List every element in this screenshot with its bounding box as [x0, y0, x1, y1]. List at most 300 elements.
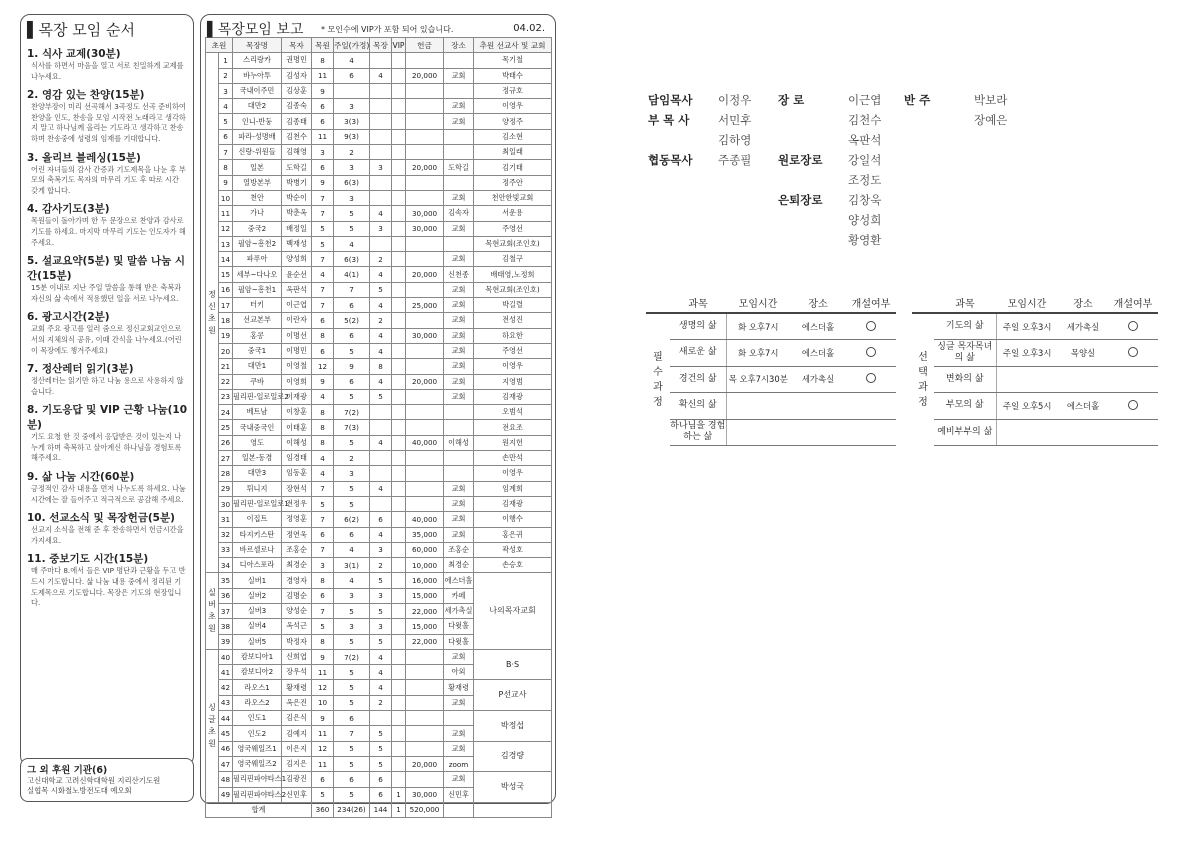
report-cell [392, 359, 406, 374]
report-cell: 60,000 [406, 542, 444, 557]
report-cell: 손승호 [474, 558, 552, 573]
report-cell: 13 [219, 236, 233, 251]
section-title: 4. 감사기도(3분) [27, 203, 110, 216]
support-missionary: P선교사 [474, 680, 552, 711]
report-cell: 11 [219, 206, 233, 221]
report-cell: 베트남 [233, 405, 282, 420]
report-cell: 38 [219, 619, 233, 634]
report-cell [406, 282, 444, 297]
report-cell: 정연욱 [282, 527, 312, 542]
report-cell: 실버2 [233, 588, 282, 603]
report-row [206, 527, 552, 542]
report-cell: 교회 [444, 298, 474, 313]
report-cell: 국내이주민 [233, 83, 282, 98]
total-sunday: 234(26) [334, 802, 370, 817]
report-cell: 조홍순 [282, 542, 312, 557]
report-cell: 박병기 [282, 175, 312, 190]
report-row [206, 481, 552, 496]
report-cell [392, 53, 406, 68]
course-row [912, 313, 1158, 340]
report-cell: 7 [312, 190, 334, 205]
report-cell: 이영희 [282, 374, 312, 389]
report-row [206, 466, 552, 481]
report-cell [392, 267, 406, 282]
report-cell: 터키 [233, 298, 282, 313]
report-cell: 정영훈 [282, 512, 312, 527]
report-row [206, 420, 552, 435]
report-cell: 김기태 [474, 160, 552, 175]
report-cell: 세부~다나오 [233, 267, 282, 282]
report-cell [444, 802, 474, 817]
course-place: 에스더홀 [1058, 393, 1108, 420]
staff-group [778, 150, 881, 190]
report-cell: 14 [219, 252, 233, 267]
report-cell: 도학길 [282, 160, 312, 175]
course-place: 목양실 [1058, 340, 1108, 367]
course-col-header: 장소 [790, 292, 846, 313]
report-cell: 2 [370, 695, 392, 710]
staff-name: 김천수 [848, 113, 882, 127]
course-row [912, 366, 1158, 393]
report-cell: 44 [219, 711, 233, 726]
report-cell: 하요한 [474, 328, 552, 343]
report-cell: 7 [334, 726, 370, 741]
report-cell [370, 83, 392, 98]
title-bar-icon: ▌ [27, 21, 39, 39]
report-cell: 박태수 [474, 68, 552, 83]
report-cell [392, 772, 406, 787]
course-open-cell [846, 393, 896, 420]
report-cell: 대만1 [233, 359, 282, 374]
report-cell [392, 527, 406, 542]
report-cell: 5 [334, 634, 370, 649]
report-cell [392, 206, 406, 221]
report-cell: 45 [219, 726, 233, 741]
report-cell: 49 [219, 787, 233, 802]
report-table [205, 37, 552, 818]
section-text: 어린 자녀들의 감사 간증과 기도제목을 나눈 후 부모의 축복기도 목자의 마무리 기도 후 따로 시간 갖게 합니다. [31, 164, 186, 195]
course-name: 기도의 삶 [934, 313, 996, 340]
report-cell: 9 [312, 83, 334, 98]
report-cell [370, 175, 392, 190]
report-cell: 5 [334, 435, 370, 450]
course-row [912, 393, 1158, 420]
report-col-header: 목장명 [233, 38, 282, 53]
report-cell: 11 [312, 726, 334, 741]
course-open-cell [846, 419, 896, 446]
course-row [912, 340, 1158, 367]
report-cell: 4 [312, 451, 334, 466]
report-col-header: 주일(가정) [334, 38, 370, 53]
report-row [206, 114, 552, 129]
report-cell: 10 [312, 695, 334, 710]
report-cell: 4 [370, 68, 392, 83]
staff-group [648, 150, 751, 170]
report-cell [406, 772, 444, 787]
course-name: 확신의 삶 [670, 393, 726, 420]
report-cell: 손만석 [474, 451, 552, 466]
report-cell: 이근엽 [282, 298, 312, 313]
section-title: 3. 올리브 블레싱(15분) [27, 151, 141, 164]
report-cell: 교회 [444, 496, 474, 511]
report-cell: 세가촉실 [444, 603, 474, 618]
report-cell: 7 [312, 282, 334, 297]
report-cell: 8 [219, 160, 233, 175]
course-row [646, 393, 896, 420]
report-cell: 9 [219, 175, 233, 190]
course-time: 주일 오후3시 [996, 340, 1058, 367]
report-cell: 교회 [444, 221, 474, 236]
report-cell: 30 [219, 496, 233, 511]
course-place: 에스더홀 [790, 340, 846, 367]
report-cell: 20 [219, 343, 233, 358]
report-cell: 임경태 [282, 451, 312, 466]
report-cell: 이란자 [282, 313, 312, 328]
report-cell: 7 [312, 252, 334, 267]
report-row [206, 558, 552, 573]
report-note: * 모인수에 VIP가 포함 되어 있습니다. [321, 25, 454, 34]
course-open-cell [846, 313, 896, 340]
report-cell: 박순이 [282, 190, 312, 205]
report-cell [406, 83, 444, 98]
report-cell: 3(1) [334, 558, 370, 573]
report-cell: 최경순 [282, 558, 312, 573]
report-cell [392, 680, 406, 695]
report-cell: 이재광 [282, 389, 312, 404]
course-row [912, 419, 1158, 446]
report-cell: 영국웨일즈1 [233, 741, 282, 756]
report-cell [406, 175, 444, 190]
report-cell: 원지헌 [474, 435, 552, 450]
report-col-header: 장소 [444, 38, 474, 53]
report-cell: 스리랑카 [233, 53, 282, 68]
staff-title: 원로장로 [778, 153, 823, 167]
report-cell [392, 481, 406, 496]
report-cell: 도학길 [444, 160, 474, 175]
support-line-2: 실협목 시화철노방전도대 예오회 [27, 786, 132, 795]
report-cell: 필암~흥천2 [233, 236, 282, 251]
report-cell: 타지키스탄 [233, 527, 282, 542]
report-cell [406, 695, 444, 710]
report-cell: 17 [219, 298, 233, 313]
course-header-blank [912, 292, 934, 313]
report-cell: 2 [370, 252, 392, 267]
report-cell [392, 634, 406, 649]
report-cell: 김은식 [282, 711, 312, 726]
total-offering: 520,000 [406, 802, 444, 817]
report-cell: 11 [312, 756, 334, 771]
staff-names [848, 190, 881, 250]
report-cell: 22,000 [406, 603, 444, 618]
report-cell: 11 [312, 129, 334, 144]
report-row [206, 267, 552, 282]
report-cell: 5 [370, 603, 392, 618]
report-cell: 6(2) [334, 512, 370, 527]
report-cell: 천안 [233, 190, 282, 205]
total-members: 360 [312, 802, 334, 817]
report-cell: 이영우 [474, 99, 552, 114]
report-row [206, 680, 552, 695]
report-cell [370, 99, 392, 114]
open-circle-icon [1128, 321, 1138, 331]
report-cell [392, 99, 406, 114]
report-cell: 27 [219, 451, 233, 466]
report-cell: 5 [219, 114, 233, 129]
report-cell [444, 420, 474, 435]
report-cell: 3 [334, 466, 370, 481]
report-cell: 실버1 [233, 573, 282, 588]
section-title: 5. 설교요약(5분) 및 말씀 나눔 시간(15분) [27, 255, 186, 283]
report-cell [392, 665, 406, 680]
report-cell: 교회 [444, 359, 474, 374]
report-cell [392, 389, 406, 404]
report-cell: 아외 [444, 665, 474, 680]
report-cell: 5 [312, 496, 334, 511]
course-place: 세가촉실 [1058, 313, 1108, 340]
report-row [206, 175, 552, 190]
report-cell: 3 [370, 221, 392, 236]
report-row [206, 405, 552, 420]
report-cell [392, 496, 406, 511]
staff-name: 조정도 [848, 173, 882, 187]
report-cell [370, 496, 392, 511]
course-name: 부모의 삶 [934, 393, 996, 420]
report-cell [406, 665, 444, 680]
report-cell: 5 [334, 756, 370, 771]
report-row [206, 313, 552, 328]
report-cell [392, 435, 406, 450]
report-cell: 40 [219, 649, 233, 664]
report-col-header: 목원 [312, 38, 334, 53]
course-time [726, 393, 790, 420]
report-cell: 4 [312, 466, 334, 481]
support-missionary: 나의목자교회 [474, 573, 552, 649]
report-cell: 5 [312, 221, 334, 236]
report-row [206, 129, 552, 144]
course-group-char: 정 [918, 396, 928, 408]
report-cell: 8 [312, 328, 334, 343]
report-cell: 김속자 [444, 206, 474, 221]
required-courses-table [646, 292, 896, 446]
group-label: 실버초원 [206, 573, 219, 649]
report-cell: 24 [219, 405, 233, 420]
report-cell: 7(2) [334, 649, 370, 664]
report-cell: 캄보디아2 [233, 665, 282, 680]
report-cell: 장현석 [282, 481, 312, 496]
course-name: 싱글 목자목녀의 삶 [934, 340, 996, 367]
section-text: 기도 요청 한 것 중에서 응답받은 것이 있는지 나누게 하며 축복하고 살아계신 하나님을 경험토록 해주세요. [31, 432, 182, 463]
report-cell: 4 [370, 665, 392, 680]
report-cell: 교회 [444, 99, 474, 114]
report-cell: 목현교회(조인호) [474, 236, 552, 251]
report-cell: 5 [370, 756, 392, 771]
elective-courses-table [912, 292, 1158, 446]
report-cell: 쿠바 [233, 374, 282, 389]
report-cell: 7 [312, 542, 334, 557]
report-total-row [206, 802, 552, 817]
report-cell: 6 [334, 68, 370, 83]
report-cell: 이집트 [233, 512, 282, 527]
course-time: 주일 오후3시 [996, 313, 1058, 340]
report-cell [392, 573, 406, 588]
report-cell: 바누아투 [233, 68, 282, 83]
report-cell: 박춘옥 [282, 206, 312, 221]
report-row [206, 573, 552, 588]
report-cell: 30,000 [406, 206, 444, 221]
staff-title: 반 주 [904, 93, 931, 107]
report-cell: 배정일 [282, 221, 312, 236]
report-cell: 5 [334, 496, 370, 511]
report-row [206, 741, 552, 756]
report-cell: 35 [219, 573, 233, 588]
open-circle-icon [866, 347, 876, 357]
course-row [646, 340, 896, 367]
report-cell: 이영철 [282, 359, 312, 374]
course-header-row [646, 292, 896, 313]
report-col-header: 추원 선교사 및 교회 [474, 38, 552, 53]
report-cell: 6(3) [334, 252, 370, 267]
report-date: 04.02. [513, 23, 545, 34]
report-cell: 43 [219, 695, 233, 710]
report-cell: 10,000 [406, 558, 444, 573]
report-cell: 열방본부 [233, 175, 282, 190]
report-cell: 4 [370, 680, 392, 695]
report-cell [406, 313, 444, 328]
report-cell: 33 [219, 542, 233, 557]
report-cell: 홍콩 [233, 328, 282, 343]
open-circle-icon [1128, 400, 1138, 410]
report-row [206, 236, 552, 251]
report-cell: 김재광 [474, 389, 552, 404]
report-cell: 36 [219, 588, 233, 603]
report-cell: zoom [444, 756, 474, 771]
course-open-cell [1108, 393, 1158, 420]
support-missionary: 박정섭 [474, 711, 552, 742]
report-cell: 김소현 [474, 129, 552, 144]
staff-title: 협동목사 [648, 153, 693, 167]
report-cell: 30,000 [406, 221, 444, 236]
total-mokjang: 144 [370, 802, 392, 817]
report-panel [200, 14, 556, 815]
report-cell: 7(2) [334, 405, 370, 420]
report-cell: 이영우 [474, 359, 552, 374]
report-row [206, 160, 552, 175]
report-cell [406, 236, 444, 251]
report-cell [406, 252, 444, 267]
section-title: 6. 광고시간(2분) [27, 311, 110, 324]
staff-group [904, 90, 1007, 130]
report-cell: 교회 [444, 512, 474, 527]
report-cell: 대만3 [233, 466, 282, 481]
report-cell: 권명민 [282, 53, 312, 68]
report-row [206, 389, 552, 404]
report-cell [370, 236, 392, 251]
report-cell: 교회 [444, 695, 474, 710]
report-cell [392, 741, 406, 756]
report-row [206, 145, 552, 160]
report-cell [392, 282, 406, 297]
report-cell: 이해성 [282, 435, 312, 450]
report-row [206, 435, 552, 450]
report-cell [392, 68, 406, 83]
report-col-header: 목장 [370, 38, 392, 53]
report-row [206, 512, 552, 527]
report-cell [406, 680, 444, 695]
report-cell [392, 405, 406, 420]
course-open-cell [846, 340, 896, 367]
group-label: 싱글초원 [206, 649, 219, 802]
report-cell: 5 [370, 726, 392, 741]
report-cell: 디아스포라 [233, 558, 282, 573]
course-name: 하나님을 경험하는 삶 [670, 419, 726, 446]
report-cell [370, 114, 392, 129]
report-cell: 31 [219, 512, 233, 527]
report-cell: 오범석 [474, 405, 552, 420]
report-cell: 4 [370, 374, 392, 389]
report-cell: 교회 [444, 772, 474, 787]
report-cell: 4 [334, 542, 370, 557]
report-cell: 신희엽 [282, 649, 312, 664]
report-cell: 김종태 [282, 114, 312, 129]
report-cell: 김예지 [282, 726, 312, 741]
report-cell: 12 [312, 741, 334, 756]
report-cell [392, 328, 406, 343]
course-name: 경건의 삶 [670, 366, 726, 393]
staff-names [718, 110, 751, 150]
report-cell: 2 [370, 313, 392, 328]
section-title: 10. 선교소식 및 목장헌금(5분) [27, 512, 175, 525]
staff-column-elders [778, 90, 881, 250]
report-cell: 18 [219, 313, 233, 328]
report-cell: 12 [219, 221, 233, 236]
support-missionary: B·S [474, 649, 552, 680]
report-cell: 가나 [233, 206, 282, 221]
report-cell: 최일래 [474, 145, 552, 160]
report-cell [444, 53, 474, 68]
report-cell: 교회 [444, 389, 474, 404]
report-cell: 이명민 [282, 343, 312, 358]
report-cell: 5 [334, 787, 370, 802]
report-cell: 3 [370, 588, 392, 603]
report-cell: 4 [219, 99, 233, 114]
report-cell: 이창훈 [282, 405, 312, 420]
report-header [205, 19, 551, 37]
report-cell: 2 [219, 68, 233, 83]
report-cell: 20,000 [406, 756, 444, 771]
staff-name: 이정우 [718, 93, 752, 107]
report-cell: 3 [334, 160, 370, 175]
report-cell: 5 [312, 619, 334, 634]
report-cell [370, 129, 392, 144]
report-cell: 41 [219, 665, 233, 680]
report-cell [444, 466, 474, 481]
report-cell [444, 129, 474, 144]
report-cell: 주영선 [474, 221, 552, 236]
report-cell: 3 [312, 145, 334, 160]
section-text: 목원들이 돌아가며 한 두 문장으로 찬양과 감사로 기도를 하세요. 마지막 마무리 기도는 인도자가 해주세요. [31, 216, 186, 247]
report-row [206, 374, 552, 389]
report-cell: 신천종 [444, 267, 474, 282]
report-cell [392, 175, 406, 190]
report-cell: 지영범 [474, 374, 552, 389]
report-cell: 6(3) [334, 175, 370, 190]
report-cell: 39 [219, 634, 233, 649]
report-cell: 22 [219, 374, 233, 389]
report-cell: 6 [370, 512, 392, 527]
report-cell: 4 [370, 649, 392, 664]
course-col-header: 개설여부 [1108, 292, 1158, 313]
report-col-header: 초원 [206, 38, 233, 53]
